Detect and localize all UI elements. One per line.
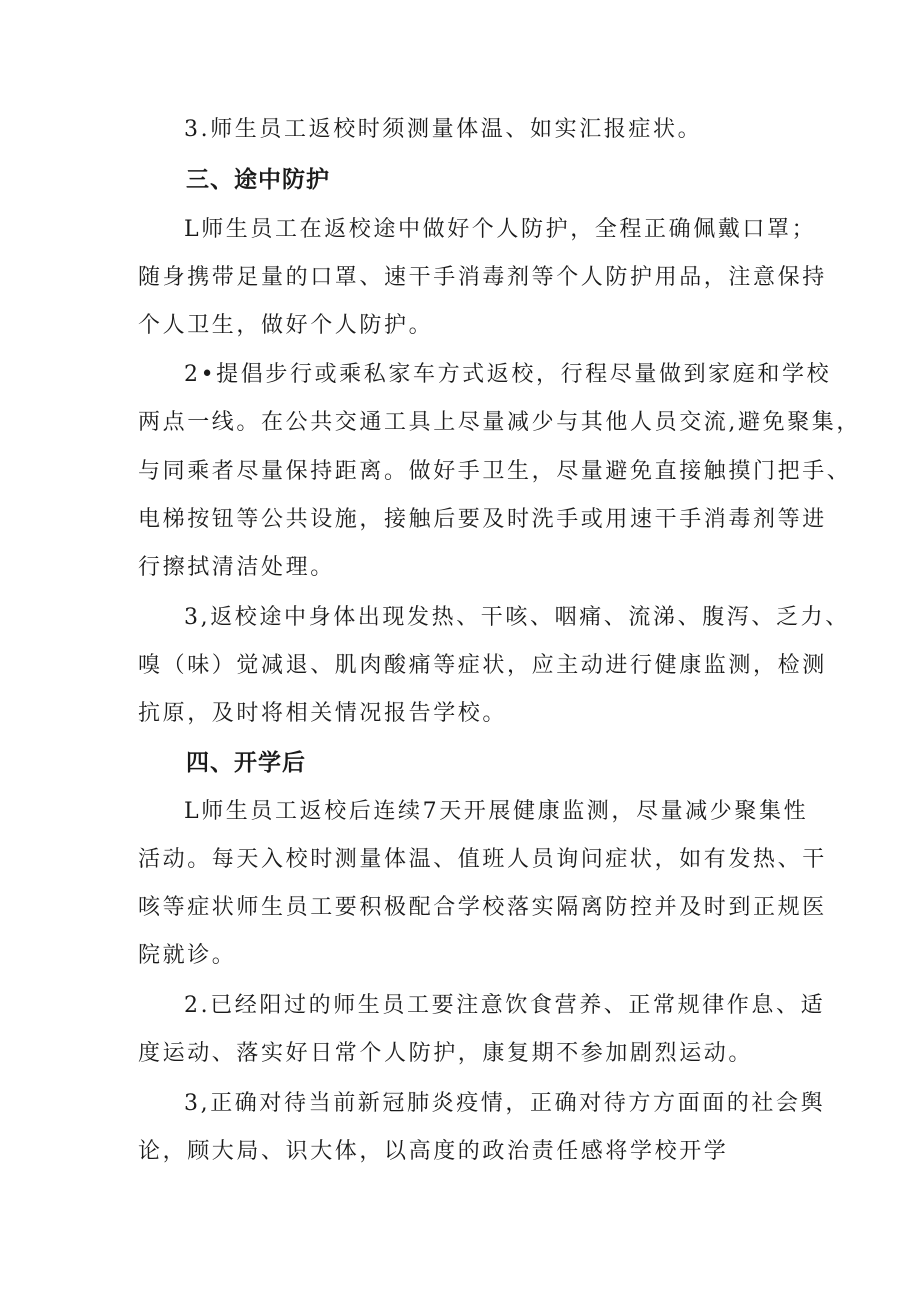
paragraph-line: 电梯按钮等公共设施，接触后要及时洗手或用速干手消毒剂等进 [138,507,827,532]
paragraph-line: 3,正确对待当前新冠肺炎疫情，正确对待方方面面的社会舆 [184,1091,826,1116]
paragraph-line: 2.已经阳过的师生员工要注意饮食营养、正常规律作息、适 [184,993,826,1018]
paragraph-line: 随身携带足量的口罩、速干手消毒剂等个人防护用品，注意保持 [138,265,827,290]
paragraph-line: L师生员工返校后连续7天开展健康监测，尽量减少聚集性 [184,799,809,824]
paragraph-line: 个人卫生，做好个人防护。 [138,313,434,338]
paragraph-line: 咳等症状师生员工要积极配合学校落实隔离防控并及时到正规医 [138,895,827,920]
paragraph-line: 度运动、落实好日常个人防护，康复期不参加剧烈运动。 [138,1041,754,1066]
paragraph-line: 论，顾大局、识大体，以高度的政治责任感将学校开学 [138,1139,729,1164]
paragraph-line: 与同乘者尽量保持距离。做好手卫生，尽量避免直接触摸门把手、 [138,459,852,484]
paragraph-line: L师生员工在返校途中做好个人防护，全程正确佩戴口罩； [184,217,817,242]
paragraph-line: 活动。每天入校时测量体温、值班人员询问症状，如有发热、干 [138,847,827,872]
paragraph-line: 行擦拭清洁处理。 [138,555,335,580]
paragraph-line: 抗原，及时将相关情况报告学校。 [138,701,508,726]
section-heading: 三、途中防护 [186,167,330,193]
paragraph-line: 3.师生员工返校时须测量体温、如实汇报症状。 [184,117,703,142]
paragraph-line: 院就诊。 [138,943,237,968]
paragraph-line: 嗅（味）觉减退、肌肉酸痛等症状，应主动进行健康监测，检测 [138,653,827,678]
paragraph-line: 2•提倡步行或乘私家车方式返校，行程尽量做到家庭和学校 [184,362,832,387]
section-heading: 四、开学后 [186,750,306,776]
paragraph-line: 两点一线。在公共交通工具上尽量减少与其他人员交流,避免聚集， [138,410,861,435]
paragraph-line: 3,返校途中身体出现发热、干咳、咽痛、流涕、腹泻、乏力、 [184,605,850,630]
